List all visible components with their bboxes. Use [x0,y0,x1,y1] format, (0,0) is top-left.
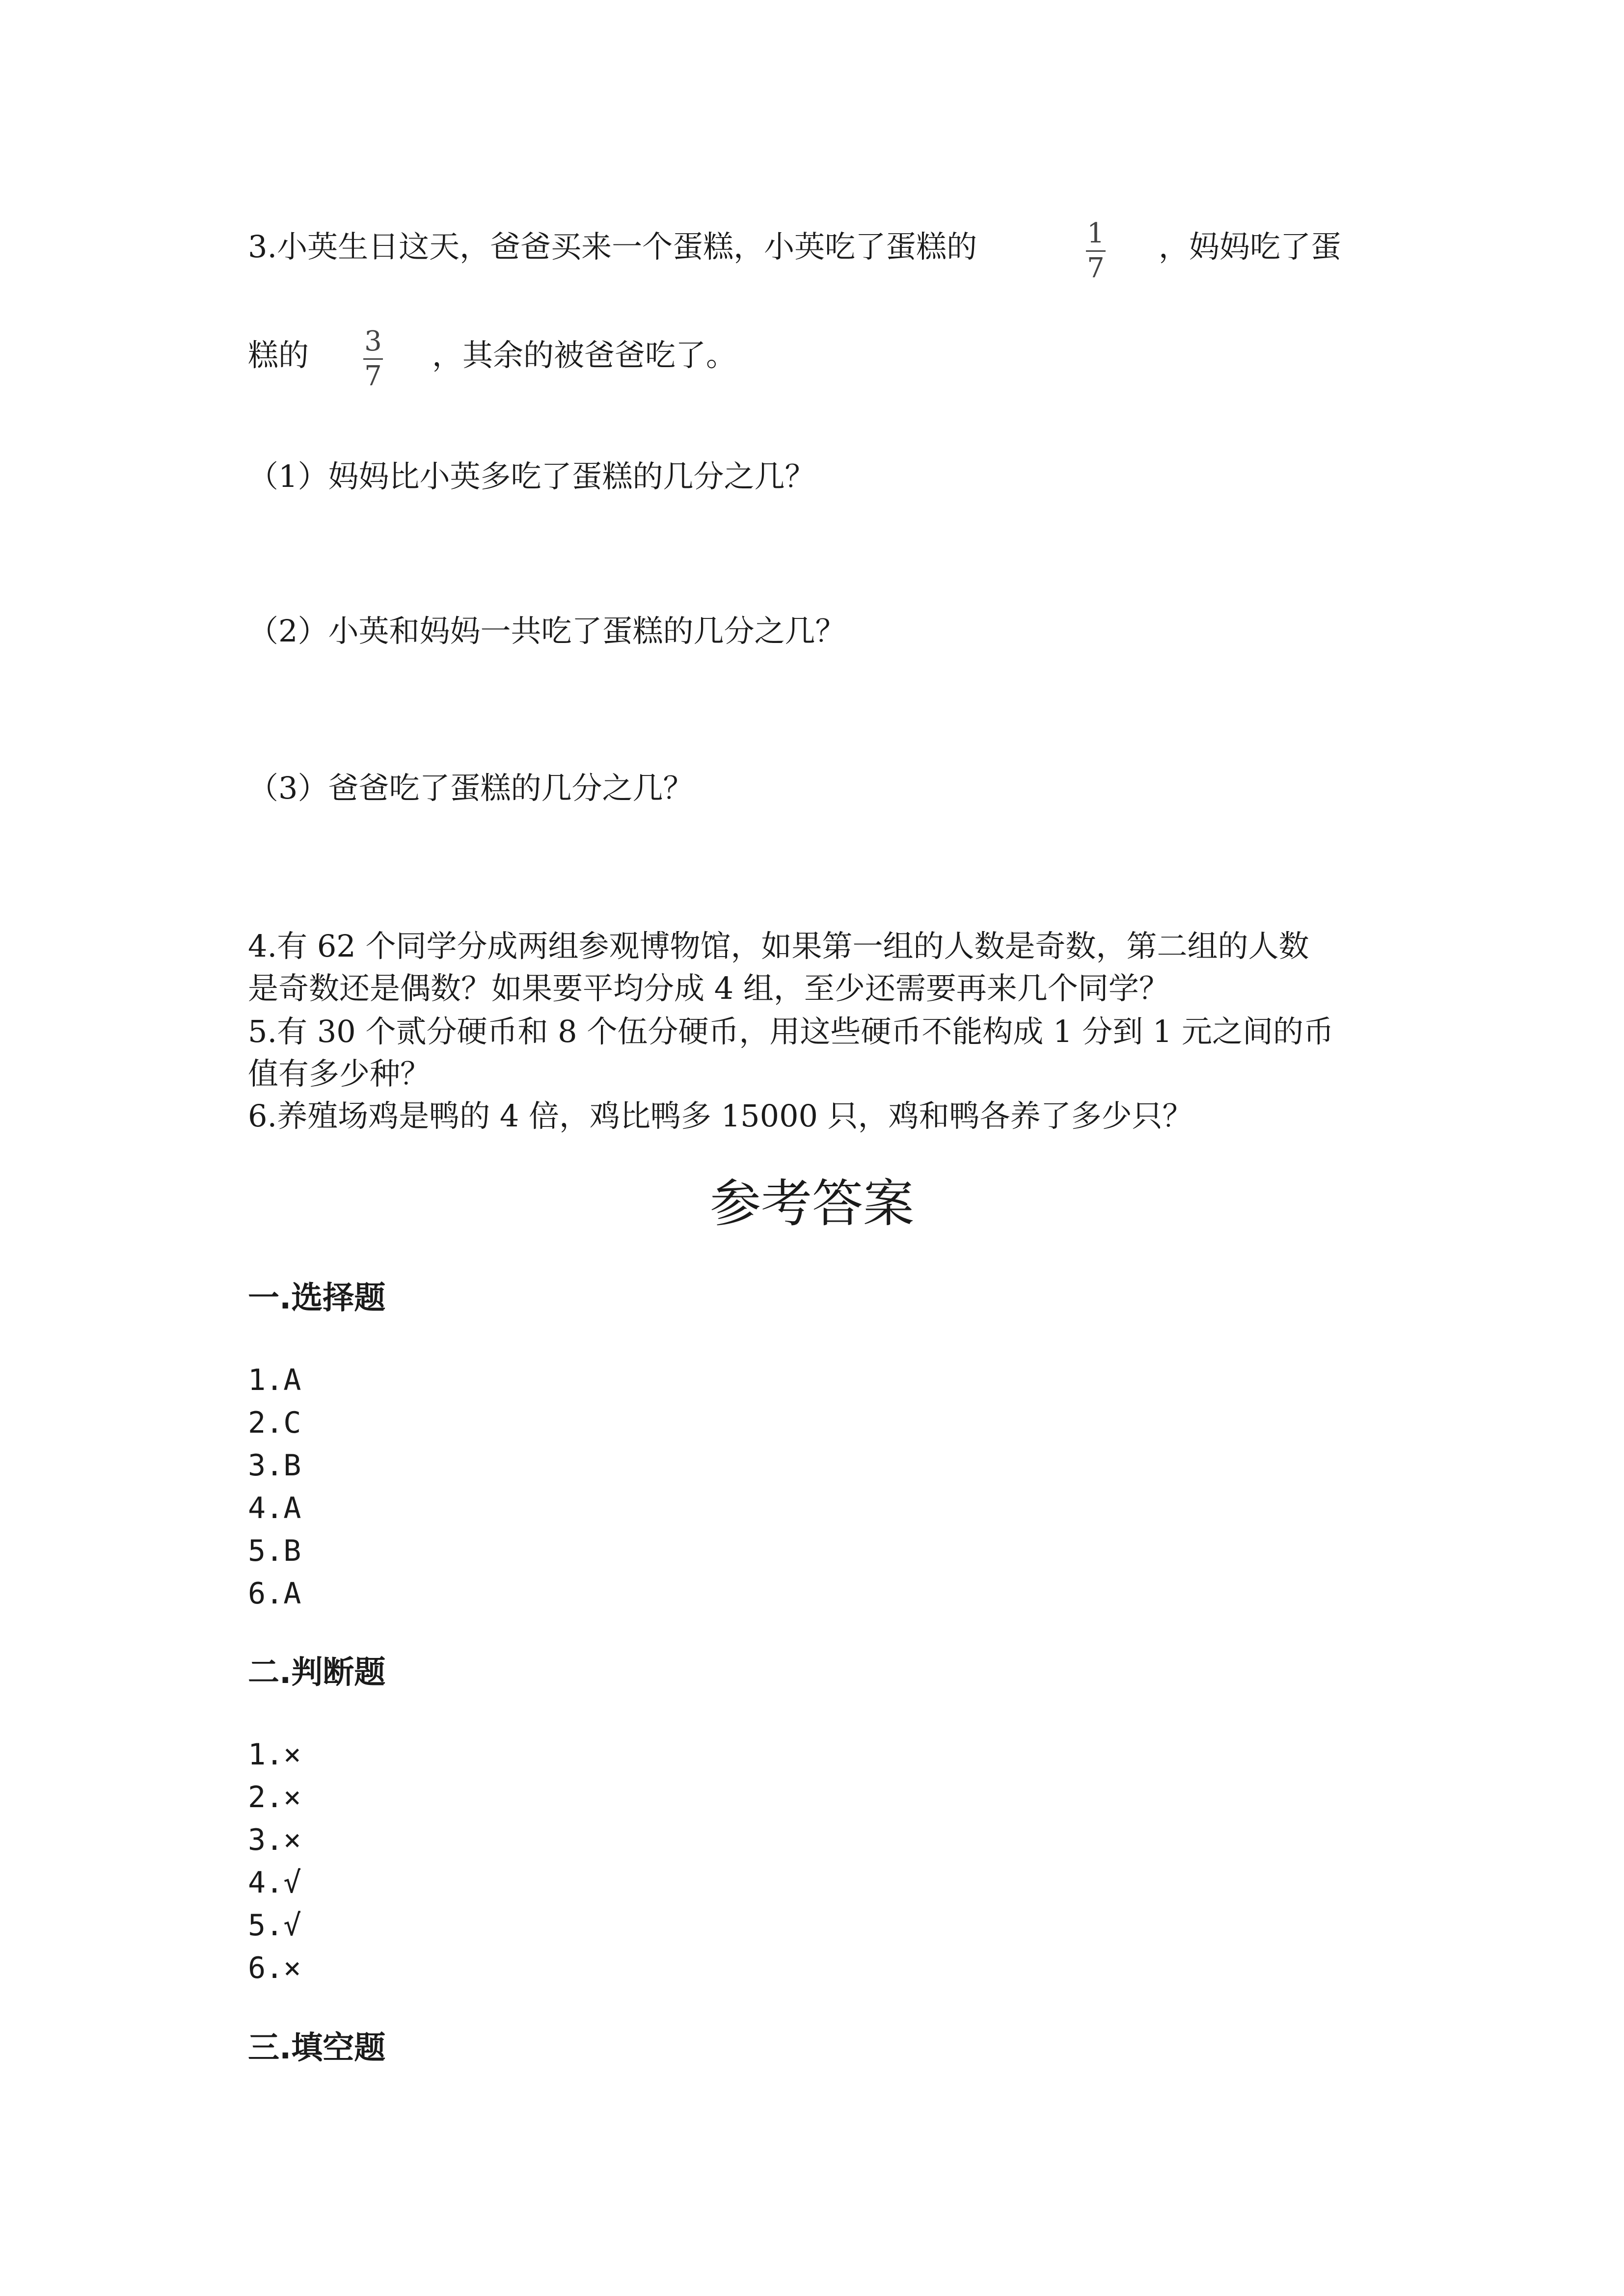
answers-title: 参考答案 [709,1174,914,1233]
fraction-bar [1086,250,1106,252]
section2-answer: 2.× [248,1780,301,1815]
fraction-denominator: 7 [1087,252,1105,284]
fraction-bar [363,358,383,360]
section2-answer: 1.× [248,1737,301,1772]
q5-line1: 5.有 30 个贰分硬币和 8 个伍分硬币，用这些硬币不能构成 1 分到 1 元之间的币 [248,1014,1334,1049]
section1-answer: 5.B [248,1534,301,1568]
section2-answer: 3.× [248,1823,301,1857]
q3-line1-text: 3.小英生日这天，爸爸买来一个蛋糕，小英吃了蛋糕的 [248,229,977,265]
fraction-numerator: 3 [364,325,382,357]
section1-heading: 一.选择题 [248,1280,386,1316]
q3-line2-text-cont: ，其余的被爸爸吃了。 [432,337,737,373]
q3-subquestion-3: （3）爸爸吃了蛋糕的几分之几？ [248,770,694,806]
q3-subquestion-1: （1）妈妈比小英多吃了蛋糕的几分之几？ [248,458,815,494]
fraction-one-seventh [1086,217,1106,284]
q5-line2: 值有多少种？ [248,1056,431,1092]
q3-line1-text-cont: ，妈妈吃了蛋 [1159,229,1342,265]
section1-answer: 6.A [248,1576,301,1611]
q3-subquestion-2: （2）小英和妈妈一共吃了蛋糕的几分之几？ [248,613,846,649]
q3-line2-text: 糕的 [248,337,309,373]
section3-heading: 三.填空题 [248,2030,386,2066]
q4-line1: 4.有 62 个同学分成两组参观博物馆，如果第一组的人数是奇数，第二组的人数 [248,928,1309,964]
section1-answer: 1.A [248,1363,301,1397]
fraction-numerator: 1 [1087,217,1105,249]
section2-answer: 6.× [248,1951,301,1985]
fraction-denominator: 7 [364,360,382,392]
q4-line2: 是奇数还是偶数？如果要平均分成 4 组，至少还需要再来几个同学？ [248,970,1169,1006]
section2-answer: 5.√ [248,1908,301,1943]
section2-answer: 4.√ [248,1866,301,1900]
section2-heading: 二.判断题 [248,1655,386,1691]
q6-line1: 6.养殖场鸡是鸭的 4 倍，鸡比鸭多 15000 只，鸡和鸭各养了多少只？ [248,1098,1193,1134]
section1-answer: 2.C [248,1406,301,1440]
section1-answer: 4.A [248,1491,301,1525]
fraction-three-sevenths [363,325,383,392]
section1-answer: 3.B [248,1448,301,1483]
